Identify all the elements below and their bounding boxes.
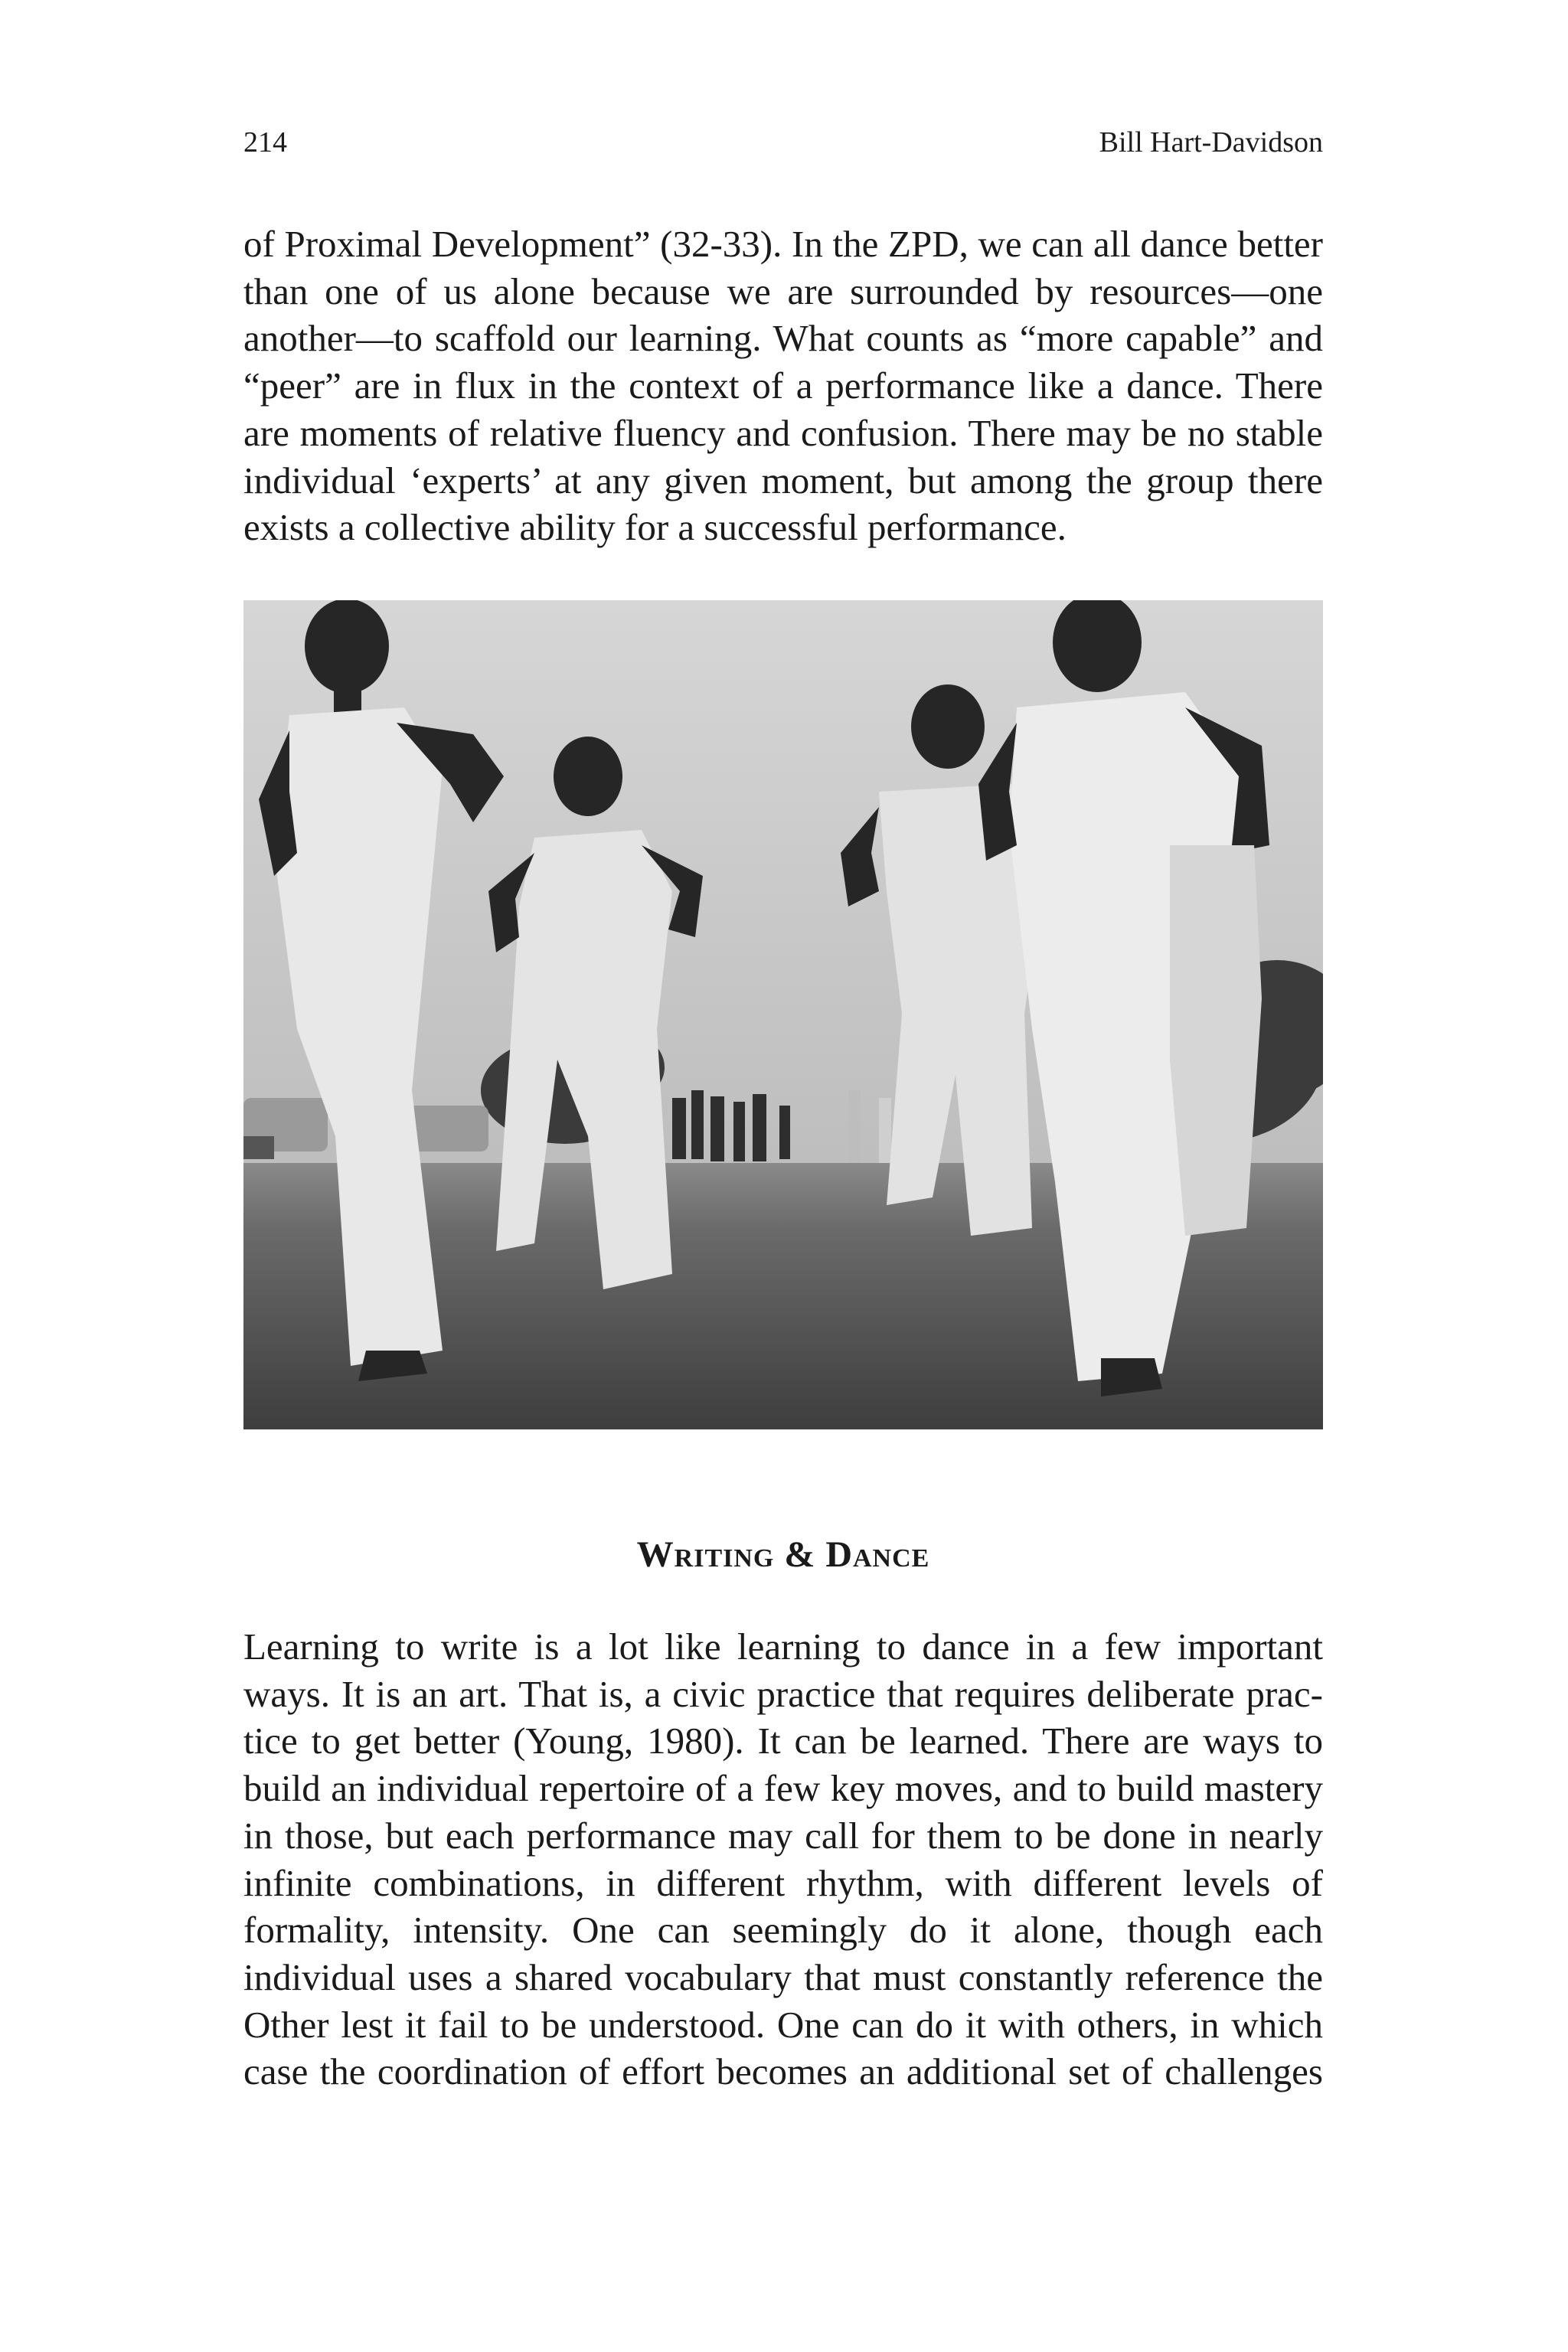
running-head-author: Bill Hart-Davidson [1099,126,1323,158]
section-heading: Writing & Dance [636,1534,930,1575]
body-paragraph-1: of Proximal Development” (32-33). In the ZPD, we can all dance better than one of us alone because we are surrounded by resources—one another—to scaffold our learning. What counts as “more capable” and “peer” are in flux in the context of a performance like a dance. There are moments of relative fluency and confusion. There may be no stable individual ‘experts’ at any given moment, but among the group there exists a collective ability for a successful performance. [243,223,1323,549]
page-number: 214 [243,126,287,158]
body-paragraph-2: Learning to write is a lot like learning to dance in a few important ways. It is an art. That is, a civic practice that requires deliberate practice to get better (Young, 1980). It can be learned. There are ways to build an individual repertoire of a few key moves, and to build mastery in those, but each performance may call for them to be done in nearly infinite combinations, in different rhythm, with different levels of formality, intensity. One can seemingly do it alone, though each individual uses a shared vocabulary that must constantly reference the Other lest it fail to be understood. One can do it with others, in which case the coordination of effort becomes an additional set of challenges [243,1625,1323,2093]
dance-photograph [243,600,1323,1429]
running-head [243,126,1323,172]
dancer-far-right [1170,845,1262,1236]
dancers-image [243,600,1323,1429]
